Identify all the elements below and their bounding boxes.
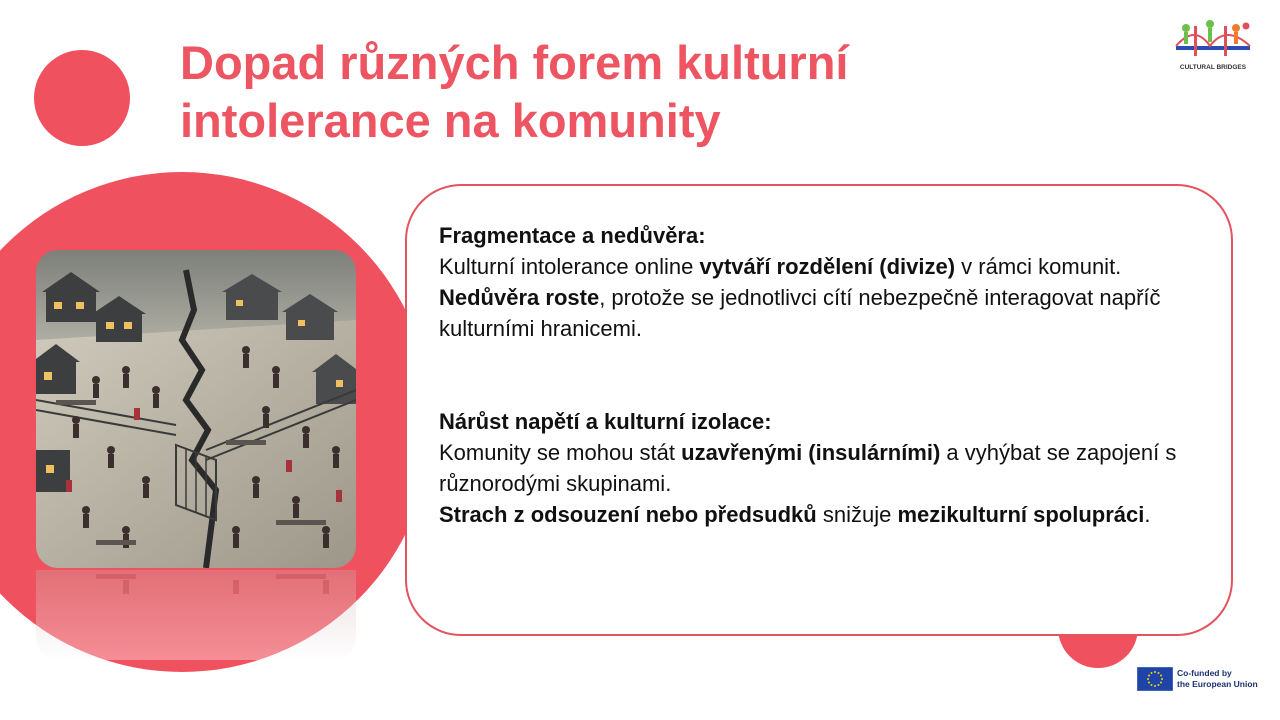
bold-text: vytváří rozdělení (divize): [699, 254, 956, 279]
paragraph: [439, 251, 1209, 282]
content-card: [405, 184, 1233, 636]
text: .: [1144, 502, 1151, 527]
section-heading: Nárůst napětí a kulturní izolace:: [439, 409, 772, 434]
slide-title: [180, 34, 1000, 150]
eu-text-line-2: the European Union: [1177, 679, 1258, 689]
bold-text: mezikulturní spolupráci: [897, 502, 1145, 527]
text: snižuje: [816, 502, 898, 527]
text: Komunity se mohou stát: [439, 440, 682, 465]
paragraph: [439, 437, 1209, 499]
decor-circle-top: [34, 50, 130, 146]
title-line-2: intolerance na komunity: [180, 94, 721, 147]
eu-cofunded-text: [1177, 668, 1269, 690]
text: a vyhýbat se zapojení s různorodými skupinami.: [439, 440, 1177, 496]
logo-text: CULTURAL BRIDGES: [1179, 64, 1247, 71]
eu-text-line-1: Co-funded by: [1177, 668, 1232, 678]
bold-text: Strach z odsouzení nebo předsudků: [439, 502, 817, 527]
paragraph: [439, 499, 1209, 530]
bold-text: uzavřenými (insulárními): [681, 440, 941, 465]
bold-text: Nedůvěra roste: [439, 285, 600, 310]
cultural-bridges-logo-icon: [1172, 16, 1254, 90]
illustration-reflection: [36, 570, 356, 660]
community-illustration: [36, 250, 356, 568]
paragraph: [439, 282, 1209, 344]
title-line-1: Dopad různých forem kulturní: [180, 36, 849, 89]
text: , protože se jednotlivci cítí nebezpečně interagovat napříč kulturními hranicemi.: [439, 285, 1161, 341]
section-fragmentation: [439, 220, 1209, 344]
eu-flag-icon: [1137, 667, 1173, 691]
section-heading: Fragmentace a nedůvěra:: [439, 223, 706, 248]
section-tension-isolation: [439, 406, 1209, 530]
text: Kulturní intolerance online: [439, 254, 700, 279]
text: v rámci komunit.: [955, 254, 1122, 279]
